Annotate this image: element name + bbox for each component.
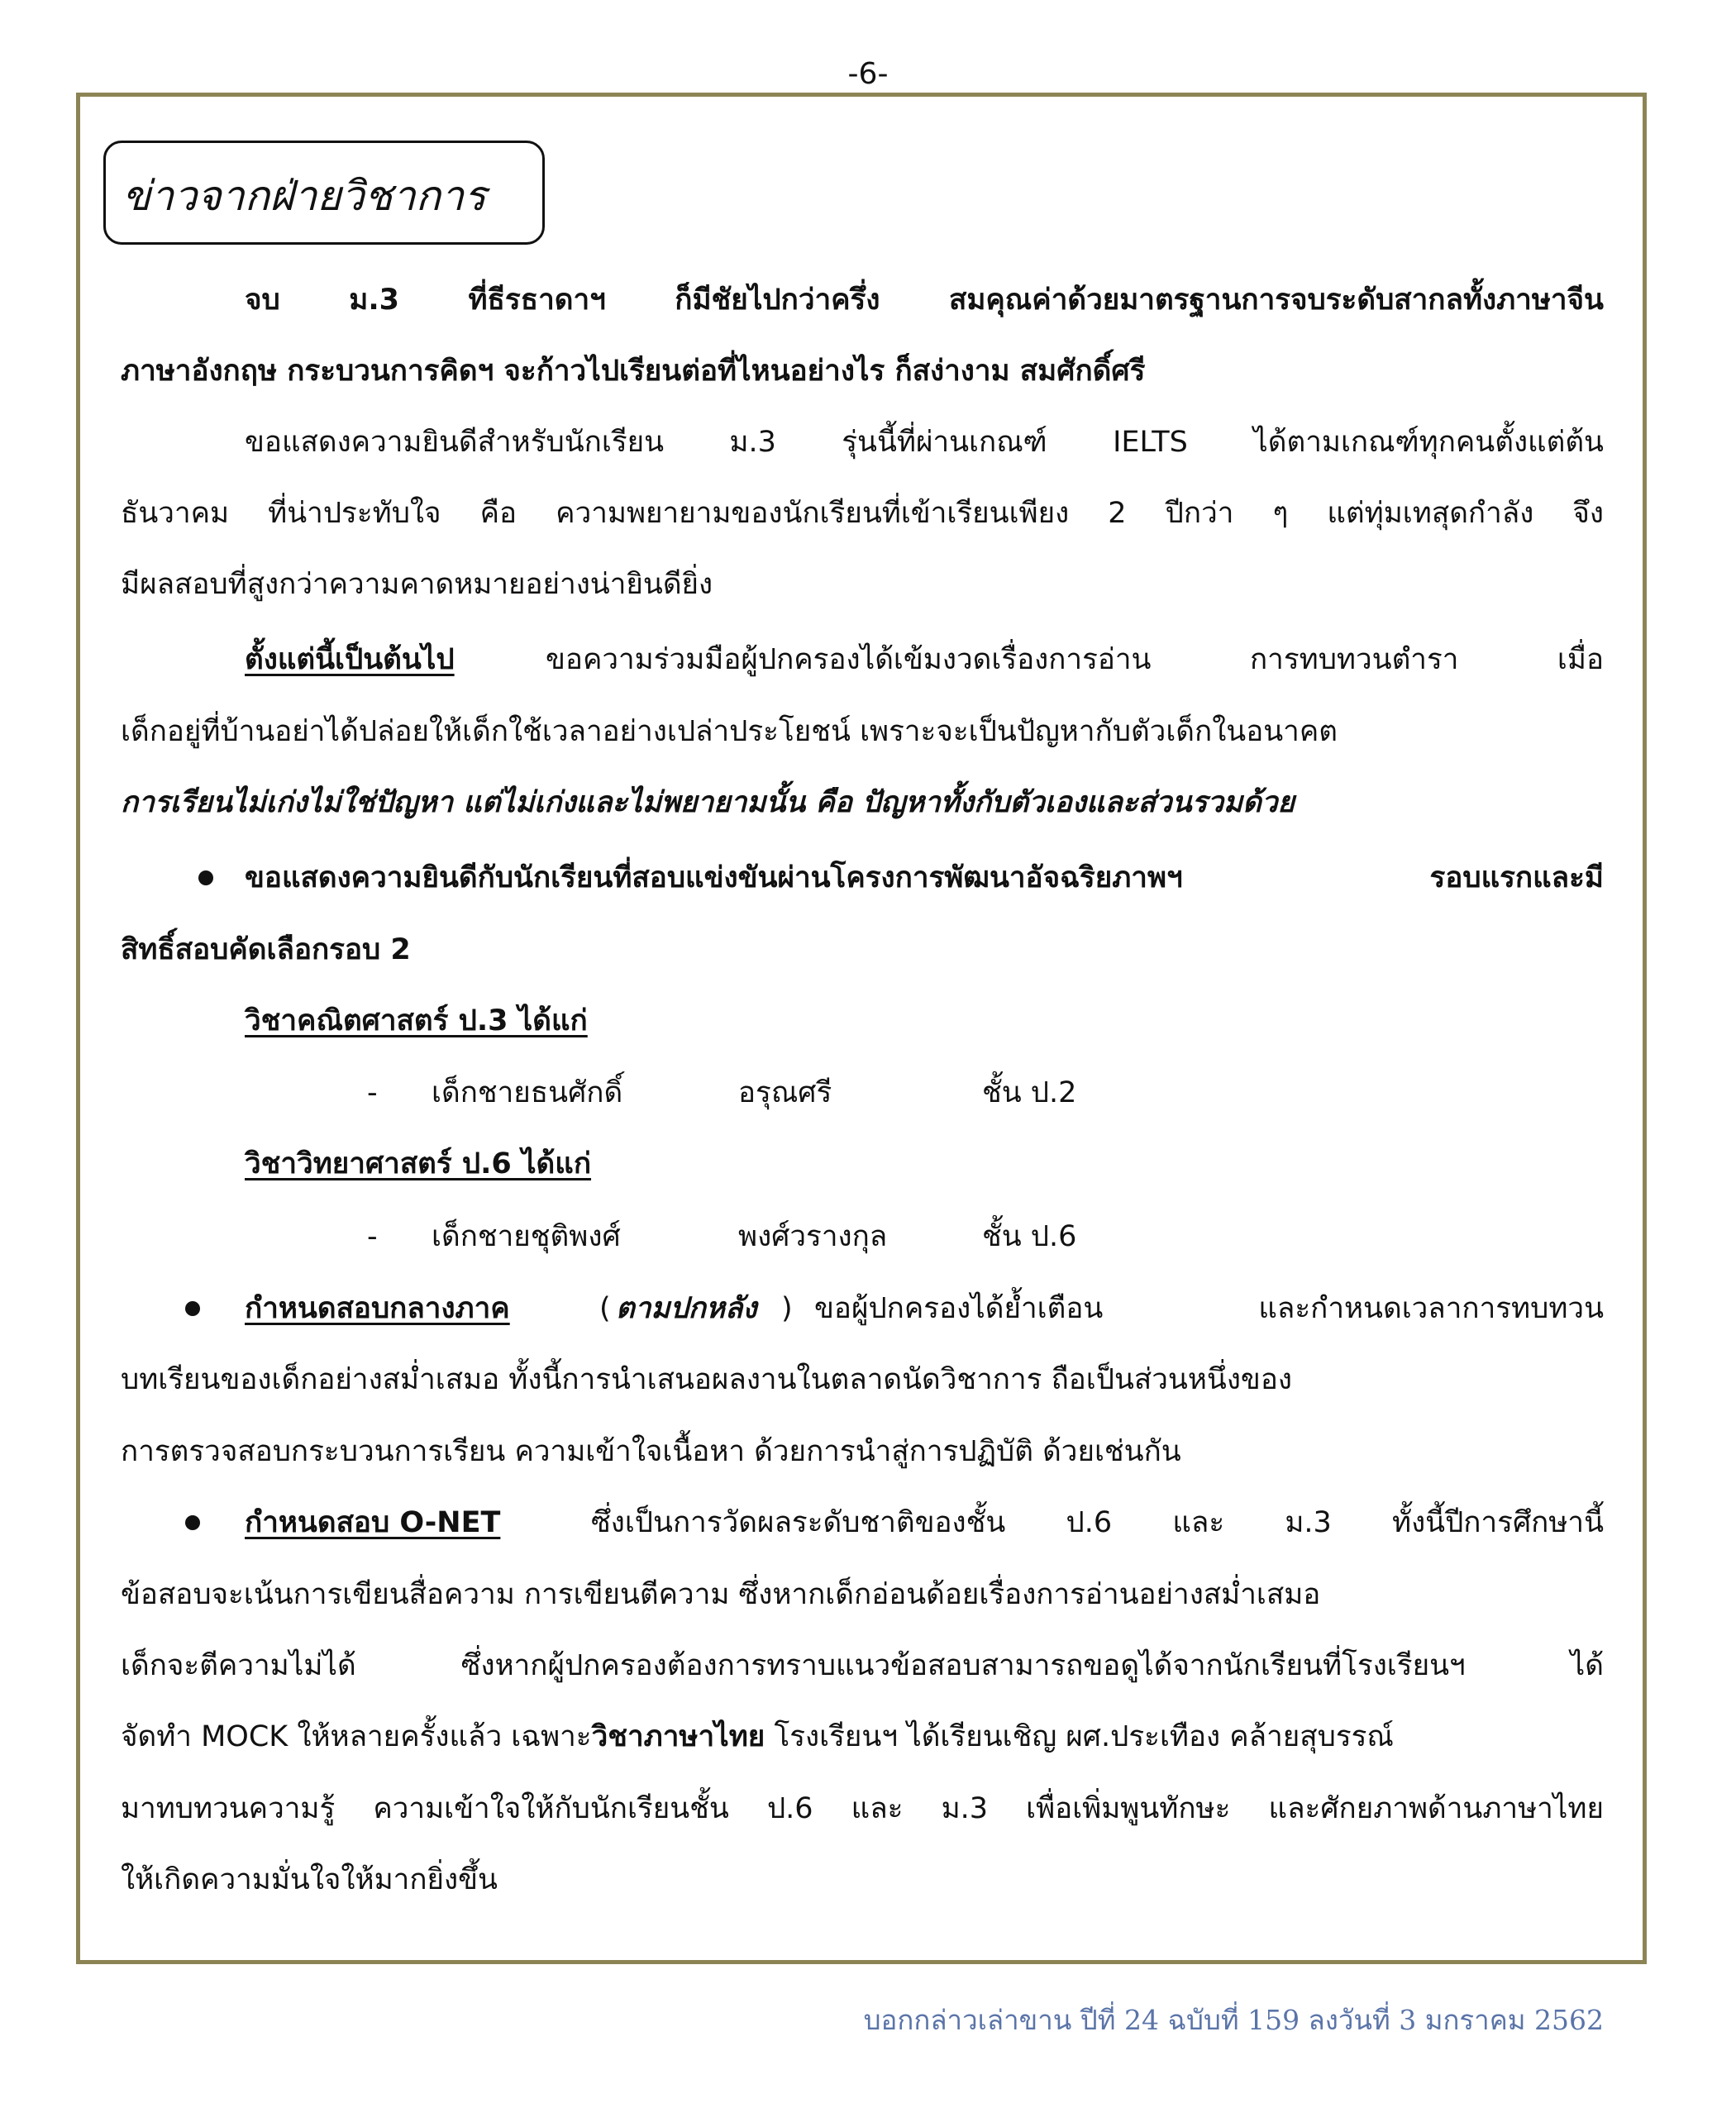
onet-line-4-end: โรงเรียนฯ ได้เรียนเชิญ ผศ.ประเทือง คล้ายสุบรรณ์ (765, 1720, 1394, 1753)
request-lead: ตั้งแต่นี้เป็นต้นไป (245, 643, 455, 676)
onet-line-4-start: จัดทำ MOCK ให้หลายครั้งแล้ว เฉพาะ (121, 1720, 592, 1753)
onet-line-1: ซึ่งเป็นการวัดผลระดับชาติของชั้น ป.6 และ ม.3 ทั้งนี้ปีการศึกษานี้ (591, 1506, 1604, 1539)
science-student-last-name: พงศ์วรางกุล (738, 1220, 888, 1253)
math-heading: วิชาคณิตศาสตร์ ป.3 ได้แก่ (245, 1004, 588, 1037)
onet-lead: กำหนดสอบ O-NET (245, 1506, 501, 1539)
bullet-dot (198, 870, 213, 885)
competition-line-1: ขอแสดงความยินดีกับนักเรียนที่สอบแข่งขันผ่านโครงการพัฒนาอัจฉริยภาพฯ รอบแรกและมี (245, 861, 1604, 894)
science-student-first-name: เด็กชายชุติพงศ์ (432, 1220, 621, 1253)
onet-line-3: เด็กจะตีความไม่ได้ ซึ่งหากผู้ปกครองต้องการทราบแนวข้อสอบสามารถขอดูได้จากนักเรียนที่โรงเรียนฯ ได้ (121, 1649, 1604, 1682)
science-student-grade: ชั้น ป.6 (982, 1220, 1077, 1253)
midterm-paren-text: ตามปกหลัง (616, 1292, 757, 1325)
onet-thai-subject: วิชาภาษาไทย (591, 1720, 765, 1753)
section-heading: ข่าวจากฝ่ายวิชาการ (122, 172, 486, 220)
math-student-first-name: เด็กชายธนศักดิ์ (432, 1076, 623, 1109)
onet-line-2: ข้อสอบจะเน้นการเขียนสื่อความ การเขียนตีความ ซึ่งหากเด็กอ่อนด้อยเรื่องการอ่านอย่างสม่ำเสมอ (121, 1578, 1321, 1611)
request-line-1: ขอความร่วมมือผู้ปกครองได้เข้มงวดเรื่องการอ่าน การทบทวนตำรา เมื่อ (546, 643, 1604, 676)
midterm-open-paren: ( (599, 1292, 611, 1325)
science-student-dash: - (367, 1220, 378, 1253)
onet-line-4 (121, 1714, 1394, 1760)
request-line-2: เด็กอยู่ที่บ้านอย่าได้ปล่อยให้เด็กใช้เวลาอย่างเปล่าประโยชน์ เพราะจะเป็นปัญหากับตัวเด็กในอนาคต (121, 715, 1338, 748)
math-student-last-name: อรุณศรี (738, 1076, 832, 1109)
midterm-line-1: ขอผู้ปกครองได้ย้ำเตือน และกำหนดเวลาการทบทวน (814, 1292, 1604, 1325)
onet-line-5: มาทบทวนความรู้ ความเข้าใจให้กับนักเรียนชั้น ป.6 และ ม.3 เพื่อเพิ่มพูนทักษะ และศักยภาพด้านภาษาไทย (121, 1792, 1604, 1825)
congrats-line-1: ขอแสดงความยินดีสำหรับนักเรียน ม.3 รุ่นนี้ที่ผ่านเกณฑ์ IELTS ได้ตามเกณฑ์ทุกคนตั้งแต่ต้น (245, 426, 1604, 459)
bullet-dot (185, 1301, 200, 1316)
newsletter-footer: บอกกล่าวเล่าขาน ปีที่ 24 ฉบับที่ 159 ลงวันที่ 3 มกราคม 2562 (863, 2004, 1604, 2036)
bullet-dot (185, 1515, 200, 1530)
midterm-close-paren: ) (781, 1292, 793, 1325)
request-emphasis: การเรียนไม่เก่งไม่ใช่ปัญหา แต่ไม่เก่งและไม่พยายามนั้น คือ ปัญหาทั้งกับตัวเองและส่วนรวมด้วย (121, 786, 1295, 819)
congrats-line-3: มีผลสอบที่สูงกว่าความคาดหมายอย่างน่ายินดียิ่ง (121, 568, 713, 601)
intro-line-1: จบ ม.3 ที่ธีรธาดาฯ ก็มีชัยไปกว่าครึ่ง สมคุณค่าด้วยมาตรฐานการจบระดับสากลทั้งภาษาจีน (245, 284, 1604, 317)
onet-line-6: ให้เกิดความมั่นใจให้มากยิ่งขึ้น (121, 1863, 498, 1896)
intro-line-2: ภาษาอังกฤษ กระบวนการคิดฯ จะก้าวไปเรียนต่อที่ไหนอย่างไร ก็สง่างาม สมศักดิ์ศรี (121, 355, 1146, 388)
math-student-grade: ชั้น ป.2 (982, 1076, 1077, 1109)
page-number: -6- (847, 57, 889, 91)
midterm-lead: กำหนดสอบกลางภาค (245, 1292, 510, 1325)
competition-line-2: สิทธิ์สอบคัดเลือกรอบ 2 (121, 933, 411, 966)
math-student-dash: - (367, 1076, 378, 1109)
science-heading: วิชาวิทยาศาสตร์ ป.6 ได้แก่ (245, 1147, 592, 1180)
midterm-line-2: บทเรียนของเด็กอย่างสม่ำเสมอ ทั้งนี้การนำเสนอผลงานในตลาดนัดวิชาการ ถือเป็นส่วนหนึ่งของ (121, 1363, 1292, 1396)
midterm-line-3: การตรวจสอบกระบวนการเรียน ความเข้าใจเนื้อหา ด้วยการนำสู่การปฏิบัติ ด้วยเช่นกัน (121, 1435, 1181, 1468)
section-heading-box (103, 141, 545, 245)
congrats-line-2: ธันวาคม ที่น่าประทับใจ คือ ความพยายามของนักเรียนที่เข้าเรียนเพียง 2 ปีกว่า ๆ แต่ทุ่มเทสุดกำลัง จึง (121, 497, 1604, 530)
